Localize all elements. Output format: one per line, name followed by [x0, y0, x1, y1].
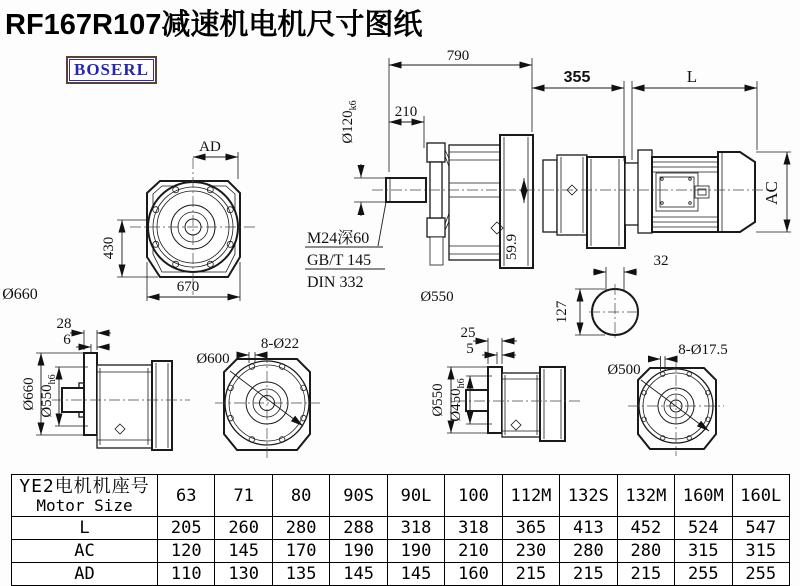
dim-210: 210: [394, 104, 418, 120]
table-cell: 110: [158, 563, 215, 586]
callout-tapped-hole: M24深60: [307, 230, 370, 247]
dim-shaft-dia: $Ø120_{k6}$: [340, 100, 359, 144]
table-cell: 315: [732, 540, 789, 563]
table-header-row: [12, 475, 790, 517]
output-flange-large-front-view: [196, 336, 320, 458]
table-cell: 215: [617, 563, 674, 586]
table-col-header: 90L: [387, 475, 444, 517]
table-cell: 215: [502, 563, 559, 586]
table-cell: 318: [445, 517, 502, 540]
front-view: [101, 139, 256, 301]
dim-25: 25: [460, 325, 476, 341]
table-row-label: L: [12, 517, 158, 540]
table-cell: 130: [215, 563, 272, 586]
table-cell: 145: [387, 563, 444, 586]
dim-550h6: $Ø550_{h6}$: [39, 374, 58, 418]
table-col-header: 80: [272, 475, 329, 517]
assembly-side-view: [305, 48, 791, 305]
table-cell: 280: [560, 540, 617, 563]
table-col-header: 90S: [330, 475, 387, 517]
dim-28: 28: [56, 316, 72, 332]
table-row-label: AD: [12, 563, 158, 586]
table-col-header: 71: [215, 475, 272, 517]
table-col-header: 132S: [560, 475, 617, 517]
table-cell: 547: [732, 517, 789, 540]
table-cell: 120: [158, 540, 215, 563]
dim-holes-8x17-5: 8-Ø17.5: [678, 342, 728, 358]
table-col-header: 100: [445, 475, 502, 517]
table-row-AC: [12, 540, 790, 563]
callout-standard-2: DIN 332: [307, 274, 364, 291]
output-flange-large-side-view: [2, 286, 190, 450]
dim-32: 32: [653, 253, 669, 269]
table-cell: 365: [502, 517, 559, 540]
table-col-header: 160L: [732, 475, 789, 517]
table-header-en: Motor Size: [36, 495, 133, 515]
table-cell: 413: [560, 517, 617, 540]
brand-logo-text: BOSERL: [69, 59, 154, 81]
dim-bolt-circle-600: Ø600: [196, 351, 230, 367]
table-col-header: 112M: [502, 475, 559, 517]
table-cell: 524: [675, 517, 732, 540]
table-cell: 190: [387, 540, 444, 563]
table-col-header: 132M: [617, 475, 674, 517]
table-row-AD: [12, 563, 790, 586]
table-cell: 288: [330, 517, 387, 540]
table-col-header: 160M: [675, 475, 732, 517]
motor-size-table: [11, 474, 790, 586]
dim-holes-8x22: 8-Ø22: [260, 336, 300, 352]
shaft-section-view: [554, 253, 669, 340]
callout-standard-1: GB/T 145: [307, 252, 372, 269]
table-cell: 255: [675, 563, 732, 586]
table-cell: 260: [215, 517, 272, 540]
table-row-L: [12, 517, 790, 540]
table-cell: 255: [732, 563, 789, 586]
dim-670: 670: [176, 279, 200, 295]
table-cell: 205: [158, 517, 215, 540]
dim-127: 127: [554, 300, 570, 324]
dim-355: 355: [563, 69, 591, 86]
dim-550: Ø550: [430, 383, 446, 417]
dim-660: Ø660: [21, 377, 37, 411]
table-cell: 315: [675, 540, 732, 563]
dim-ad: AD: [199, 139, 221, 155]
label-flange-550: Ø550: [420, 289, 454, 305]
dim-L: L: [686, 67, 698, 86]
table-cell: 170: [272, 540, 329, 563]
dim-AC: AC: [762, 181, 781, 205]
dim-5: 5: [466, 341, 474, 357]
dim-430: 430: [101, 236, 117, 260]
output-flange-small-side-view: [430, 325, 580, 441]
dim-790: 790: [446, 48, 470, 64]
table-row-label: AC: [12, 540, 158, 563]
table-col-header: 63: [158, 475, 215, 517]
table-header-motor-size: [12, 475, 158, 517]
dim-bolt-circle-500: Ø500: [607, 362, 641, 378]
table-cell: 280: [272, 517, 329, 540]
output-flange-small-front-view: [607, 342, 727, 456]
table-cell: 160: [445, 563, 502, 586]
dim-6: 6: [63, 332, 71, 348]
table-cell: 210: [445, 540, 502, 563]
table-cell: 135: [272, 563, 329, 586]
callout-660: Ø660: [2, 286, 38, 303]
dim-59-9: 59.9: [504, 233, 520, 261]
page-title: RF167R107减速机电机尺寸图纸: [5, 9, 423, 41]
table-cell: 280: [617, 540, 674, 563]
table-cell: 190: [330, 540, 387, 563]
table-cell: 230: [502, 540, 559, 563]
table-cell: 215: [560, 563, 617, 586]
table-cell: 145: [215, 540, 272, 563]
dim-450h6: $Ø450_{h6}$: [448, 378, 467, 422]
table-cell: 318: [387, 517, 444, 540]
table-header-cn: YE2电机机座号: [19, 475, 150, 497]
table-cell: 145: [330, 563, 387, 586]
table-cell: 452: [617, 517, 674, 540]
